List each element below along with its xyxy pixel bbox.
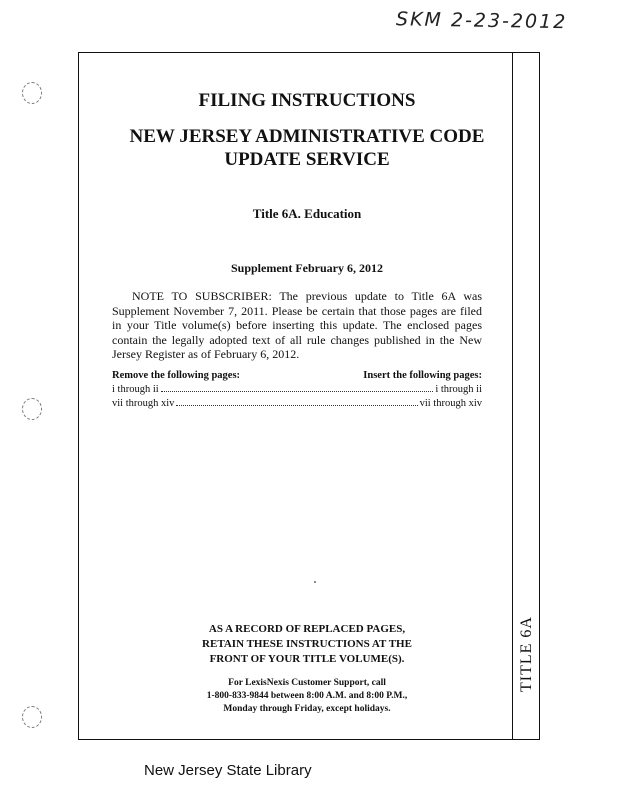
- page-row: [112, 382, 482, 396]
- code-title-line-1: NEW JERSEY ADMINISTRATIVE CODE: [129, 126, 485, 147]
- supplement-date: Supplement February 6, 2012: [230, 261, 383, 275]
- insert-pages-header: Insert the following pages:: [363, 370, 482, 381]
- title-tab-label: TITLE 6A: [518, 616, 535, 692]
- remove-pages-header: Remove the following pages:: [112, 370, 241, 381]
- record-line-3: FRONT OF YOUR TITLE VOLUME(S).: [209, 653, 405, 665]
- support-line-2: 1-800-833-9844 between 8:00 A.M. and 8:00 P.M.,: [206, 691, 408, 701]
- handwritten-annotation: SKM 2-23-2012: [395, 8, 568, 34]
- customer-support-info: [108, 677, 506, 716]
- remove-pages-value: i through ii: [112, 384, 159, 395]
- title-subject: Title 6A. Education: [252, 206, 362, 221]
- code-title-line-2: UPDATE SERVICE: [224, 149, 390, 170]
- punch-hole-bottom: [22, 706, 42, 728]
- record-line-2: RETAIN THESE INSTRUCTIONS AT THE: [202, 638, 412, 650]
- support-line-3: Monday through Friday, except holidays.: [223, 704, 391, 714]
- scan-speck: [314, 581, 316, 583]
- record-line-1: AS A RECORD OF REPLACED PAGES,: [208, 623, 406, 635]
- page-row: [112, 396, 482, 410]
- code-title-heading: [108, 125, 506, 171]
- subscriber-note: NOTE TO SUBSCRIBER: The previous update to Title 6A was Supplement November 7, 2011. Please be certain that those pages are filed in your Title volume(s) before inserting this update. The enclosed pages contain the legally adopted text of all rule changes published in the New Jersey Register as of February 6, 2012.: [112, 289, 482, 361]
- dot-leader: [176, 396, 417, 406]
- remove-pages-value: vii through xiv: [112, 398, 175, 409]
- insert-pages-value: vii through xiv: [419, 398, 482, 409]
- page-table-header: [112, 370, 482, 381]
- filing-instructions-heading: FILING INSTRUCTIONS: [198, 90, 416, 111]
- punch-hole-top: [22, 82, 42, 104]
- library-footer: New Jersey State Library: [144, 762, 312, 779]
- insert-pages-value: i through ii: [435, 384, 482, 395]
- dot-leader: [161, 382, 434, 392]
- support-line-1: For LexisNexis Customer Support, call: [228, 678, 386, 688]
- punch-hole-middle: [22, 398, 42, 420]
- record-instructions: [108, 622, 506, 667]
- page-replacement-table: [112, 370, 482, 410]
